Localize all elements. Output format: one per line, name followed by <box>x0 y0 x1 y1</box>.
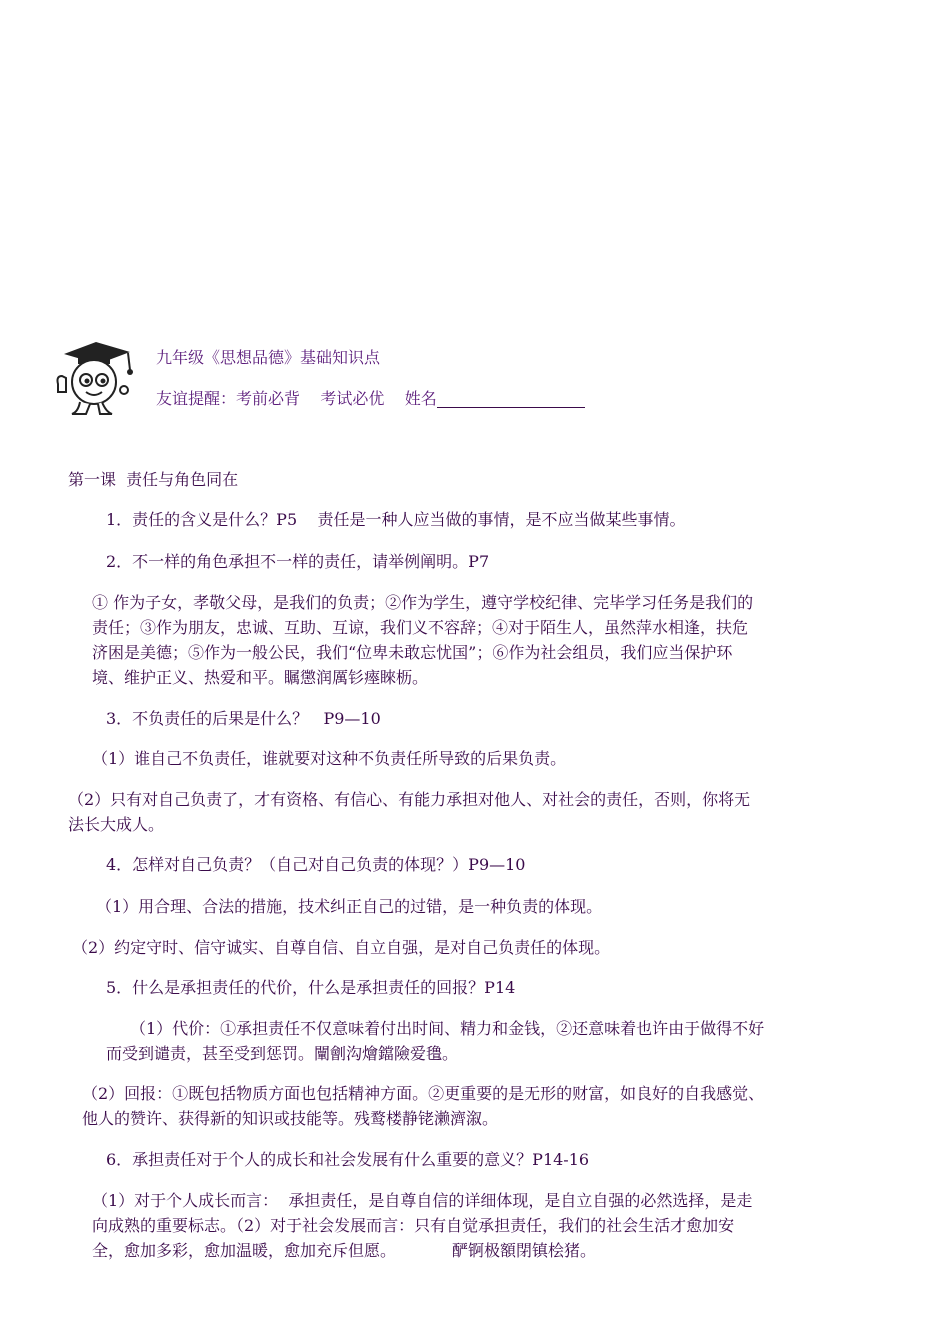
answer-text: （1）谁自己不负责任，谁就要对这种不负责任所导致的后果负责。 <box>92 749 567 768</box>
answer-text: ① 作为子女，孝敬父母，是我们的负责；②作为学生，遵守学校纪律、完毕学习任务是我们的 <box>92 593 754 612</box>
answer-text: 向成熟的重要标志。（2）对于社会发展而言：只有自觉承担责任，我们的社会生活才愈加安 <box>92 1216 735 1235</box>
question-2: 2．不一样的角色承担不一样的责任，请举例阐明。P7 <box>106 552 490 571</box>
name-field-line[interactable] <box>437 389 585 408</box>
answer-text: （2）约定守时、信守诚实、自尊自信、自立自强，是对自己负责任的体现。 <box>72 938 611 957</box>
answer-text: （1）代价：①承担责任不仅意味着付出时间、精力和金钱，②还意味着也许由于做得不好 <box>130 1019 765 1038</box>
question-5: 5．什么是承担责任的代价，什么是承担责任的回报？P14 <box>106 978 516 997</box>
answer-text: （1）用合理、合法的措施，技术纠正自己的过错，是一种负责的体现。 <box>96 897 603 916</box>
page-title: 九年级《思想品德》基础知识点 <box>156 348 381 367</box>
answer-text: 境、维护正义、热爱和平。瞩懲润厲钐瘞睞枥。 <box>92 668 429 687</box>
question-3: 3．不负责任的后果是什么？ P9—10 <box>106 709 381 728</box>
lesson-title: 第一课 责任与角色同在 <box>68 470 239 489</box>
question-1: 1．责任的含义是什么？P5 责任是一种人应当做的事情，是不应当做某些事情。 <box>106 510 686 529</box>
answer-text: 济困是美德；⑤作为一般公民，我们“位卑未敢忘忧国”；⑥作为社会组员，我们应当保护环 <box>92 643 733 662</box>
answer-text: 而受到谴责，甚至受到惩罚。闡劊沟燴鐺險爱氇。 <box>106 1044 459 1063</box>
answer-text: （2）回报：①既包括物质方面也包括精神方面。②更重要的是无形的财富，如良好的自我感觉、 <box>82 1084 765 1103</box>
reminder-text: 友谊提醒：考前必背 考试必优 姓名 <box>156 389 437 408</box>
answer-text: 他人的赞许、获得新的知识或技能等。残鹜楼静铑濑濟溆。 <box>82 1109 499 1128</box>
answer-text: （1）对于个人成长而言： 承担责任，是自尊自信的详细体现，是自立自强的必然选择，是走 <box>92 1191 753 1210</box>
answer-text: 全，愈加多彩，愈加温暖，愈加充斥但愿。 酽锕极額閉镇桧猪。 <box>92 1241 596 1260</box>
answer-text: （2）只有对自己负责了，才有资格、有信心、有能力承担对他人、对社会的责任，否则，你将无 <box>68 790 751 809</box>
question-4: 4．怎样对自己负责？（自己对自己负责的体现？）P9—10 <box>106 855 526 874</box>
question-6: 6．承担责任对于个人的成长和社会发展有什么重要的意义？P14-16 <box>106 1150 590 1169</box>
answer-text: 法长大成人。 <box>68 815 165 834</box>
answer-text: 责任；③作为朋友，忠诚、互助、互谅，我们义不容辞；④对于陌生人，虽然萍水相逢，扶危 <box>92 618 749 637</box>
reminder-line <box>156 387 585 411</box>
graduate-mascot-icon <box>50 336 140 418</box>
